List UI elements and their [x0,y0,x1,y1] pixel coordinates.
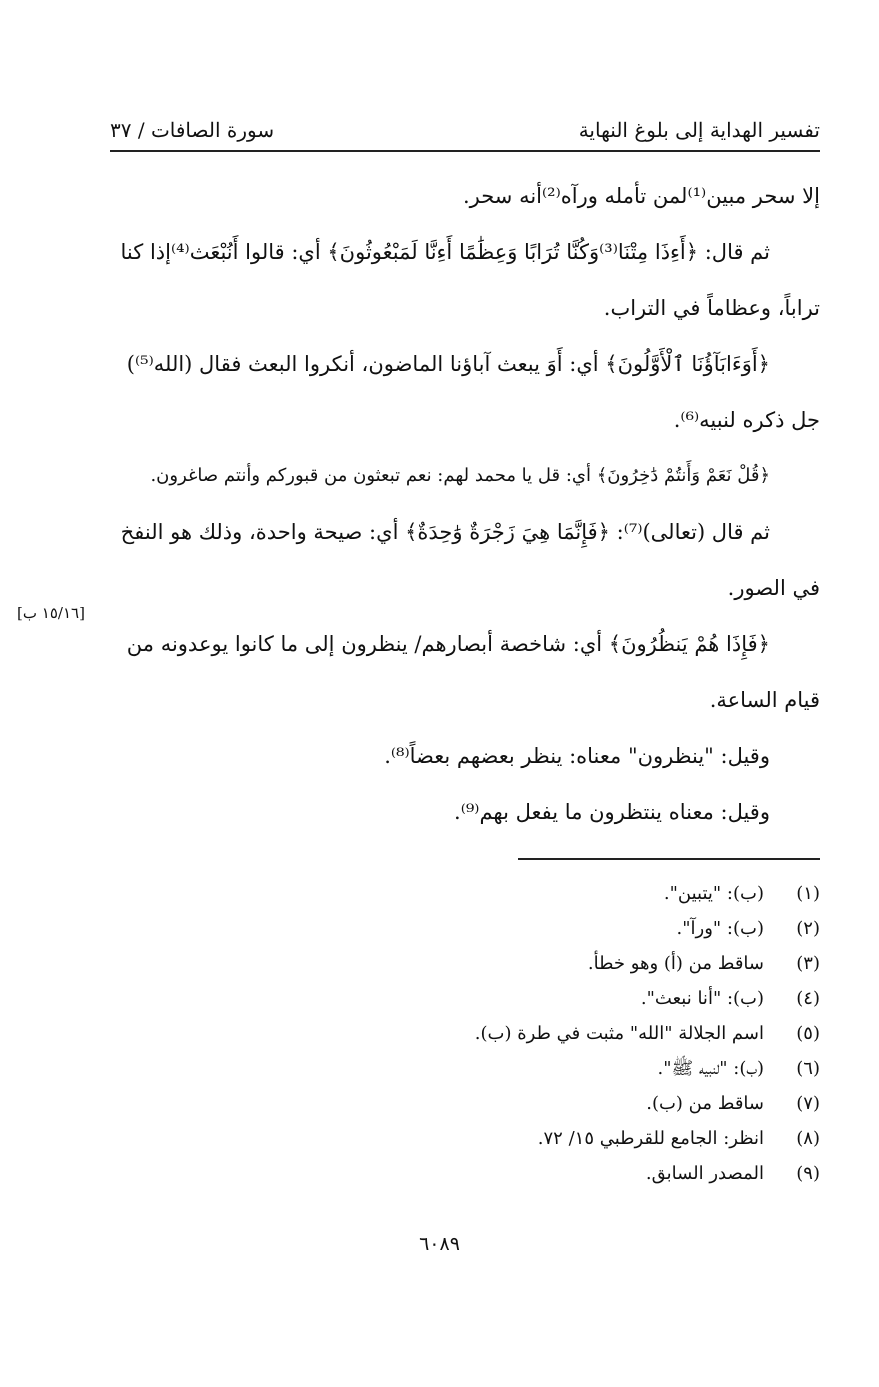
footnote-item [300,981,820,1016]
footnote-number: (٨) [796,1128,820,1149]
paragraph-6-line-2: قيام الساعة. [709,688,820,712]
footnote-text: (ب): "لنبيه ﷺ". [657,1058,764,1079]
book-title: تفسير الهداية إلى بلوغ النهاية [578,118,820,142]
footnote-item [300,1016,820,1051]
footnote-text: (ب): "ورآ". [676,918,764,939]
footnote-text: المصدر السابق. [645,1163,764,1184]
paragraph-7: وقيل: "ينظرون" معناه: ينظر بعضهم بعضاً⁽⁸⁾. [384,744,770,768]
header-rule [110,150,820,152]
running-header [110,108,820,142]
footnote-number: (١) [796,883,820,904]
footnote-text: (ب): "يتبين". [663,883,764,904]
surah-title: سورة الصافات / ٣٧ [110,118,275,142]
footnote-item [300,1121,820,1156]
footnote-rule [518,858,820,860]
paragraph-5-line-1: ثم قال (تعالى)⁽⁷⁾: ﴿فَإِنَّمَا هِيَ زَجْرَةٌ وَٰحِدَةٌ﴾ أي: صيحة واحدة، وذلك هو النفخ [120,520,770,544]
paragraph-3-line-2: جل ذكره لنبيه⁽⁶⁾. [673,408,820,432]
footnote-item [300,1051,820,1086]
paragraph-2-line-2: تراباً، وعظاماً في التراب. [603,296,820,320]
footnote-number: (٩) [796,1163,820,1184]
footnote-text: انظر: الجامع للقرطبي ١٥/ ٧٢. [537,1128,764,1149]
footnote-item [300,911,820,946]
main-text [110,168,820,840]
footnote-item [300,876,820,911]
footnote-text: ساقط من (ب). [646,1093,764,1114]
paragraph-2-line-1: ثم قال: ﴿أَءِذَا مِتْنَا⁽³⁾وَكُنَّا تُرَابًا وَعِظَٰمًا أَءِنَّا لَمَبْعُوثُونَ﴾ أي: قالوا أَنُبْعَث⁽⁴⁾إذا كنا [120,240,770,264]
footnote-number: (٦) [796,1058,820,1079]
footnote-number: (٣) [796,953,820,974]
paragraph-5-line-2: في الصور. [727,576,820,600]
footnote-text: ساقط من (أ) وهو خطأ. [587,953,764,974]
footnote-number: (٧) [796,1093,820,1114]
paragraph-4: ﴿قُلْ نَعَمْ وَأَنتُمْ دَٰخِرُونَ﴾ أي: قل يا محمد لهم: نعم تبعثون من قبوركم وأنتم صاغرون. [150,465,770,486]
footnotes-list [300,876,820,1191]
paragraph-6-line-1: ﴿فَإِذَا هُمْ يَنظُرُونَ﴾ أي: شاخصة أبصارهم/ ينظرون إلى ما كانوا يوعدونه من [126,632,770,656]
footnote-item [300,1086,820,1121]
footnote-item [300,946,820,981]
paragraph-8: وقيل: معناه ينتظرون ما يفعل بهم⁽⁹⁾. [454,800,770,824]
paragraph-3-line-1: ﴿أَوَءَابَآؤُنَا ٱلْأَوَّلُونَ﴾ أي: أَوَ يبعث آباؤنا الماضون، أنكروا البعث فقال (الله⁽⁵⁾) [126,352,770,376]
paragraph-1: إلا سحر مبين⁽¹⁾لمن تأمله ورآه⁽²⁾أنه سحر. [462,184,820,208]
page-number: ٦٠٨٩ [419,1233,460,1255]
footnote-number: (٥) [796,1023,820,1044]
footnote-item [300,1156,820,1191]
manuscript-folio-note: [١٥/١٦ ب] [17,604,85,622]
footnote-number: (٢) [796,918,820,939]
footnote-text: اسم الجلالة "الله" مثبت في طرة (ب). [474,1023,764,1044]
footnote-number: (٤) [796,988,820,1009]
footnote-text: (ب): "أنا نبعث". [640,988,764,1009]
